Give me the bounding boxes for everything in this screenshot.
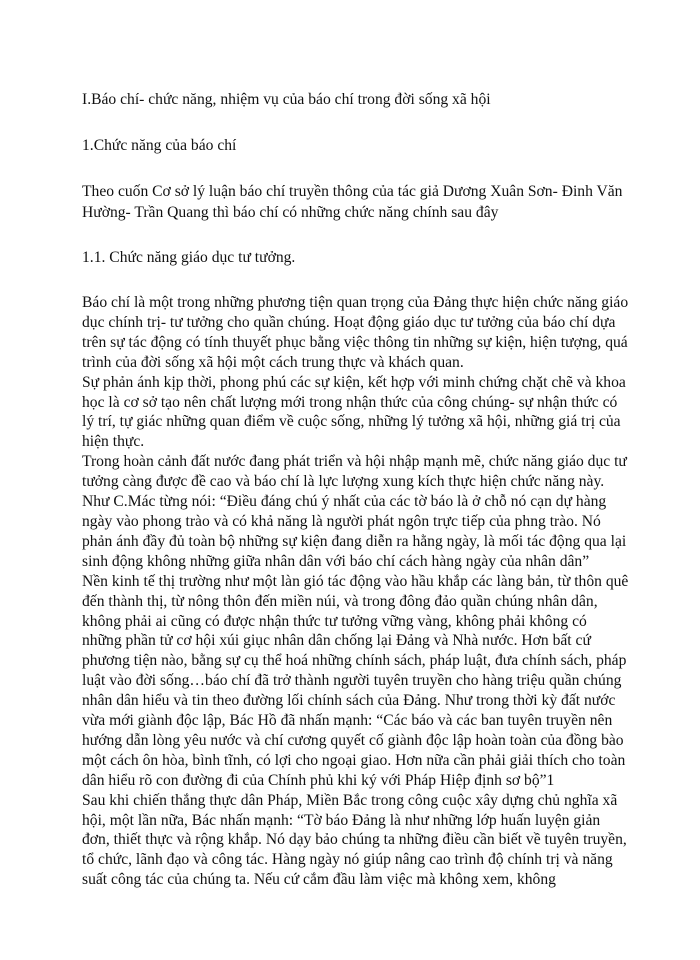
body-paragraph: Sự phản ánh kịp thời, phong phú các sự kiện, kết hợp với minh chứng chặt chẽ và khoa học là cơ sở tạo nên chất lượng mới trong nhận thức của công chúng- sự nhận thức có lý trí, tự giác những quan điểm về cuộc sống, những lý tưởng xã hội, những giá trị của hiện thực.	[82, 373, 626, 451]
body-paragraph: Sau khi chiến thắng thực dân Pháp, Miền Bắc trong công cuộc xây dựng chủ nghĩa xã hội, một lần nữa, Bác nhấn mạnh: “Tờ báo Đảng là như những lớp huấn luyện giản đơn, thiết thực và rộng khắp. Nó dạy bảo chúng ta những điều cần biết về tuyên truyền, tổ chức, lãnh đạo và công tác. Hàng ngày nó giúp nâng cao trình độ chính trị và năng suất công tác của chúng ta. Nếu cứ cắm đầu làm việc mà không xem, không	[82, 791, 627, 889]
body-paragraph: Như C.Mác từng nói: “Điều đáng chú ý nhất của các tờ báo là ở chỗ nó cạn dự hàng ngày vào phong trào và có khả năng là người phát ngôn trực tiếp của phng trào. Nó phản ánh đầy đủ toàn bộ những sự kiện đang diễn ra hằng ngày, là mối tác động qua lại sinh động không những giữa nhân dân với báo chí cách hàng ngày của nhân dân”	[82, 493, 627, 570]
subsubsection-heading: 1.1. Chức năng giáo dục tư tưởng.	[82, 249, 296, 266]
body-paragraph: Trong hoàn cảnh đất nước đang phát triển và hội nhập mạnh mẽ, chức năng giáo dục tư tưởng càng được đề cao và báo chí là lực lượng xung kích thực hiện chức năng này.	[82, 453, 627, 491]
subsection-heading: 1.Chức năng của báo chí	[82, 137, 237, 154]
section-heading: I.Báo chí- chức năng, nhiệm vụ của báo chí trong đời sống xã hội	[82, 91, 491, 108]
body-paragraph: Nền kinh tế thị trường như một làn gió tác động vào hầu khắp các làng bản, từ thôn quê đến thành thị, từ nông thôn đến miền núi, và trong đông đảo quần chúng nhân dân, không phải ai cũng có được nhận thức tư tưởng vững vàng, không phải không có những phần tử cơ hội xúi giục nhân dân chống lại Đảng và Nhà nước. Hơn bất cứ phương tiện nào, bằng sự cụ thể hoá những chính sách, pháp luật, đưa chính sách, pháp luật vào đời sống…báo chí đã trở thành người tuyên truyền cho hàng triệu quần chúng nhân dân hiểu và tin theo đường lối chính sách của Đảng. Như trong thời kỳ đất nước vừa mới giành độc lập, Bác Hồ đã nhấn mạnh: “Các báo và các ban tuyên truyền nên hướng dẫn lòng yêu nước và chí cương quyết cố giành độc lập hoàn toàn của đồng bào một cách ôn hòa, bình tĩnh, có lợi cho ngoại giao. Hơn nữa cần phải giải thích cho toàn dân hiểu rõ con đường đi của Chính phủ khi ký với Pháp Hiệp định sơ bộ”1	[82, 572, 629, 789]
intro-paragraph: Theo cuốn Cơ sở lý luận báo chí truyền thông của tác giả Dương Xuân Sơn- Đinh Văn Hường- Trần Quang thì báo chí có những chức năng chính sau đây	[82, 183, 623, 221]
body-paragraph: Báo chí là một trong những phương tiện quan trọng của Đảng thực hiện chức năng giáo dục chính trị- tư tưởng cho quần chúng. Hoạt động giáo dục tư tưởng của báo chí dựa trên sự tác động có tính thuyết phục bằng việc thông tin những sự kiện, hiện tượng, quá trình của đời sống xã hội một cách trung thực và khách quan.	[82, 294, 629, 371]
